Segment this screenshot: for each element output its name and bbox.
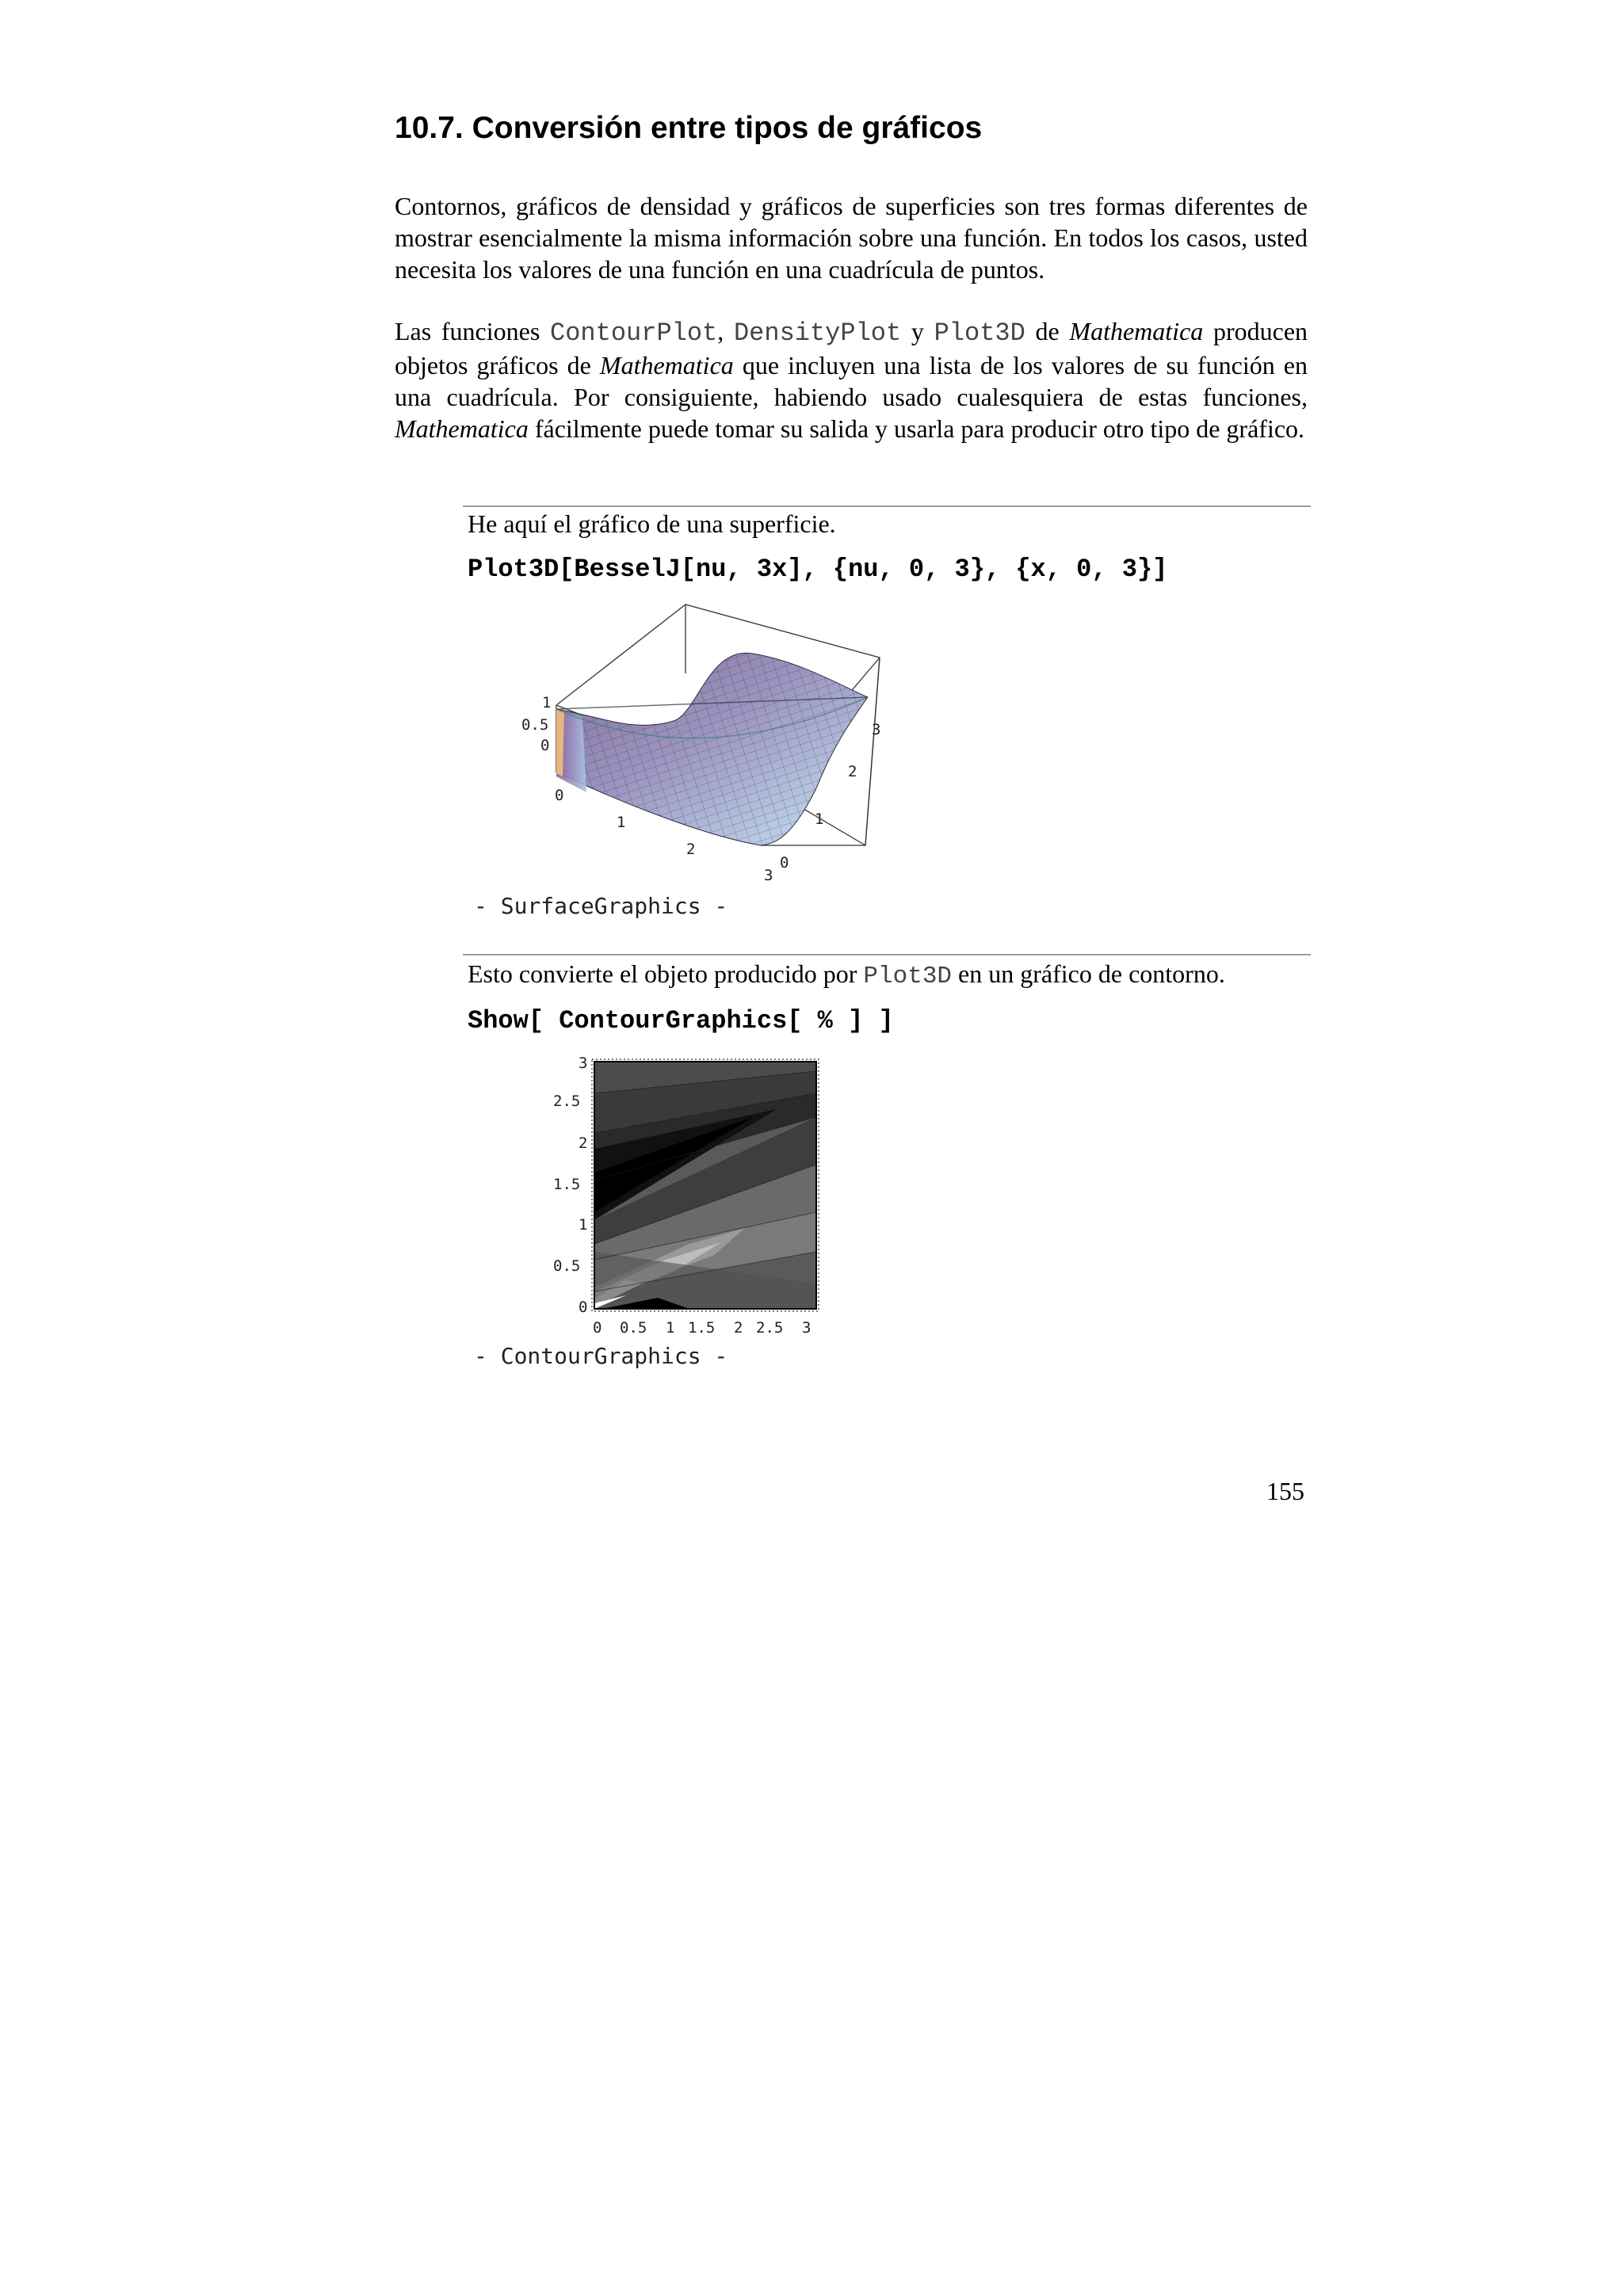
z-tick-1: 1: [542, 694, 552, 711]
cell2-output-label: - ContourGraphics -: [474, 1343, 728, 1369]
cell2-input[interactable]: Show[ ContourGraphics[ % ] ]: [468, 1006, 894, 1035]
y-tick-2: 2: [579, 1135, 588, 1152]
code-plot3d: Plot3D: [934, 318, 1025, 348]
contour-plot: [547, 1054, 864, 1339]
x-tick-0-5: 0.5: [620, 1319, 647, 1337]
cell-divider-1: [463, 505, 1311, 507]
intro-paragraph: Contornos, gráficos de densidad y gráficos de superficies son tres formas diferentes de mostrar esencialmente la misma información sobre una función. En todos los casos, usted necesita los valores de una función en una cuadrícula de puntos.: [395, 192, 1308, 284]
y-tick-0-5: 0.5: [553, 1257, 581, 1275]
y-tick-0: 0: [579, 1299, 588, 1316]
front-tick-2: 2: [686, 841, 696, 858]
right-tick-0: 0: [780, 854, 789, 871]
right-tick-2: 2: [848, 763, 857, 780]
code-contourplot: ContourPlot: [550, 318, 718, 348]
x-tick-2: 2: [734, 1319, 743, 1337]
x-tick-1-5: 1.5: [688, 1319, 716, 1337]
right-tick-1: 1: [815, 810, 824, 828]
right-tick-3: 3: [872, 721, 881, 738]
front-tick-1: 1: [617, 814, 626, 831]
section-heading: 10.7. Conversión entre tipos de gráficos: [395, 111, 983, 145]
x-tick-3: 3: [802, 1319, 812, 1337]
x-tick-1: 1: [666, 1319, 675, 1337]
y-tick-3: 3: [579, 1055, 588, 1072]
y-tick-1-5: 1.5: [553, 1176, 581, 1193]
front-tick-3: 3: [764, 867, 773, 884]
z-tick-0: 0: [540, 737, 550, 754]
cell-divider-2: [463, 954, 1311, 955]
y-tick-1: 1: [579, 1216, 588, 1234]
page-number: 155: [1266, 1477, 1304, 1505]
code-densityplot: DensityPlot: [733, 318, 902, 348]
cell2-note: Esto convierte el objeto producido por Plot3D en un gráfico de contorno.: [468, 959, 1225, 990]
y-tick-2-5: 2.5: [553, 1093, 581, 1110]
front-tick-0: 0: [555, 787, 564, 804]
cell1-output-label: - SurfaceGraphics -: [474, 893, 728, 919]
cell1-input[interactable]: Plot3D[BesselJ[nu, 3x], {nu, 0, 3}, {x, 0, 3}]: [468, 555, 1168, 584]
x-tick-0: 0: [593, 1319, 602, 1337]
functions-paragraph: Las funciones ContourPlot, DensityPlot y Plot3D de Mathematica producen objetos gráficos de Mathematica que incluyen una lista de los valores de su función en una cuadrícula. Por consiguiente, habiendo usado cualesquiera de estas funciones, Mathematica fácilmente puede tomar su salida y usarla para producir otro tipo de gráfico.: [395, 317, 1308, 443]
x-tick-2-5: 2.5: [756, 1319, 784, 1337]
surface-plot: [507, 598, 888, 891]
cell1-note: He aquí el gráfico de una superficie.: [468, 509, 836, 538]
z-tick-0-5: 0.5: [521, 716, 549, 734]
code-plot3d-note: Plot3D: [863, 963, 953, 990]
